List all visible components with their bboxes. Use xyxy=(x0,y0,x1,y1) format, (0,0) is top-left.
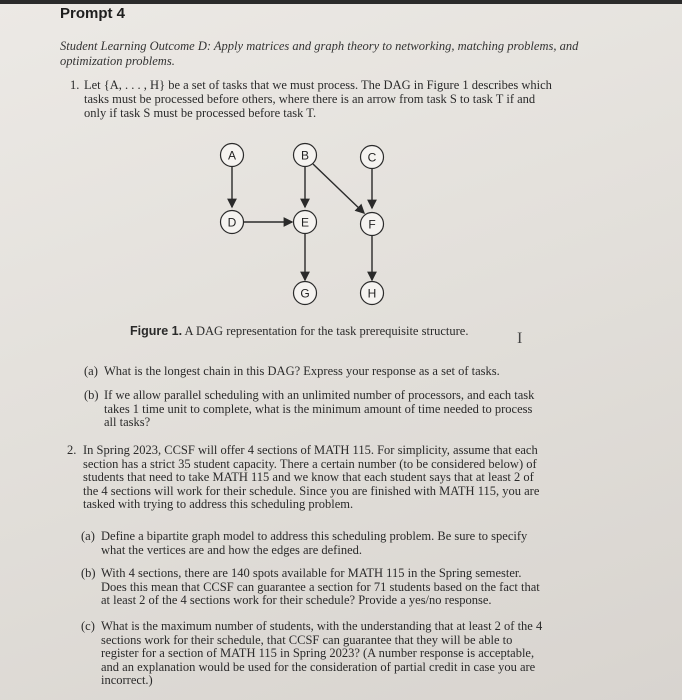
node-b xyxy=(294,144,317,167)
q2-part-a-label: (a) xyxy=(81,529,95,543)
svg-text:F: F xyxy=(368,217,376,232)
question-1-text: Let {A, . . . , H} be a set of tasks that we must process. The DAG in Figure 1 describes which tasks must be processed before others, where there is an arrow from task S to task T if and only if task S must be processed before task T. xyxy=(84,78,552,120)
node-h xyxy=(361,282,384,305)
figure-caption xyxy=(130,324,550,339)
q1-part-a-label: (a) xyxy=(84,364,98,378)
node-e xyxy=(294,211,317,234)
svg-text:D: D xyxy=(227,215,237,230)
svg-text:E: E xyxy=(300,215,310,230)
node-c xyxy=(361,146,384,169)
svg-text:B: B xyxy=(300,148,310,163)
q1-part-b-label: (b) xyxy=(84,388,99,402)
q2-part-b-label: (b) xyxy=(81,566,96,580)
edge-b-f xyxy=(313,164,364,213)
question-2-text: In Spring 2023, CCSF will offer 4 sections of MATH 115. For simplicity, assume that each section has a strict 35 student capacity. There a certain number (to be considered below) of students that need to take MATH 115 and we know that each student says that at least 2 of the 4 sections will work for their schedule. Since you are finished with MATH 115, you are tasked with trying to address this scheduling problem. xyxy=(83,443,540,511)
q1-part-b-text: If we allow parallel scheduling with an unlimited number of processors, and each task takes 1 time unit to complete, what is the minimum amount of time needed to process all tasks? xyxy=(104,388,535,429)
prompt-title: Prompt 4 xyxy=(60,5,126,22)
node-f xyxy=(361,213,384,236)
figure-label: Figure 1. xyxy=(130,324,183,338)
svg-text:A: A xyxy=(227,148,237,163)
node-a xyxy=(221,144,244,167)
q2-part-a xyxy=(81,530,543,557)
figure-caption-text: A DAG representation for the task prerequisite structure. xyxy=(184,324,469,338)
q2-part-a-text: Define a bipartite graph model to address this scheduling problem. Be sure to specify what the vertices are and how the edges are defined. xyxy=(101,529,528,557)
question-2 xyxy=(67,444,545,512)
q1-part-a-text: What is the longest chain in this DAG? Express your response as a set of tasks. xyxy=(104,364,500,378)
q2-part-c xyxy=(81,620,543,688)
svg-text:H: H xyxy=(367,286,377,301)
q2-part-b-text: With 4 sections, there are 140 spots available for MATH 115 in the Spring semester. Does this mean that CCSF can guarantee a section for 71 students based on the fact that at least 2 of the 4 sections work for their schedule? Provide a yes/no response. xyxy=(101,566,540,607)
learning-outcome: Student Learning Outcome D: Apply matrices and graph theory to networking, matching problems, and optimization problems. xyxy=(60,39,579,68)
question-1-number: 1. xyxy=(70,78,80,92)
text-cursor-icon: I xyxy=(517,330,523,347)
q2-part-c-text: What is the maximum number of students, with the understanding that at least 2 of the 4 sections work for their schedule, that CCSF can guarantee that they will be able to register for a section of MATH 115 in Spring 2023? (A number response is acceptable, and an explanation would be used for the consideration of partial credit in case you are incorrect.) xyxy=(101,619,543,687)
question-2-number: 2. xyxy=(67,443,77,457)
q2-part-b xyxy=(81,567,543,608)
q1-part-a xyxy=(84,365,544,379)
q1-part-b xyxy=(84,389,544,430)
node-d xyxy=(221,211,244,234)
node-g xyxy=(294,282,317,305)
q2-part-c-label: (c) xyxy=(81,619,95,633)
svg-text:G: G xyxy=(300,286,310,301)
svg-text:C: C xyxy=(367,150,377,165)
